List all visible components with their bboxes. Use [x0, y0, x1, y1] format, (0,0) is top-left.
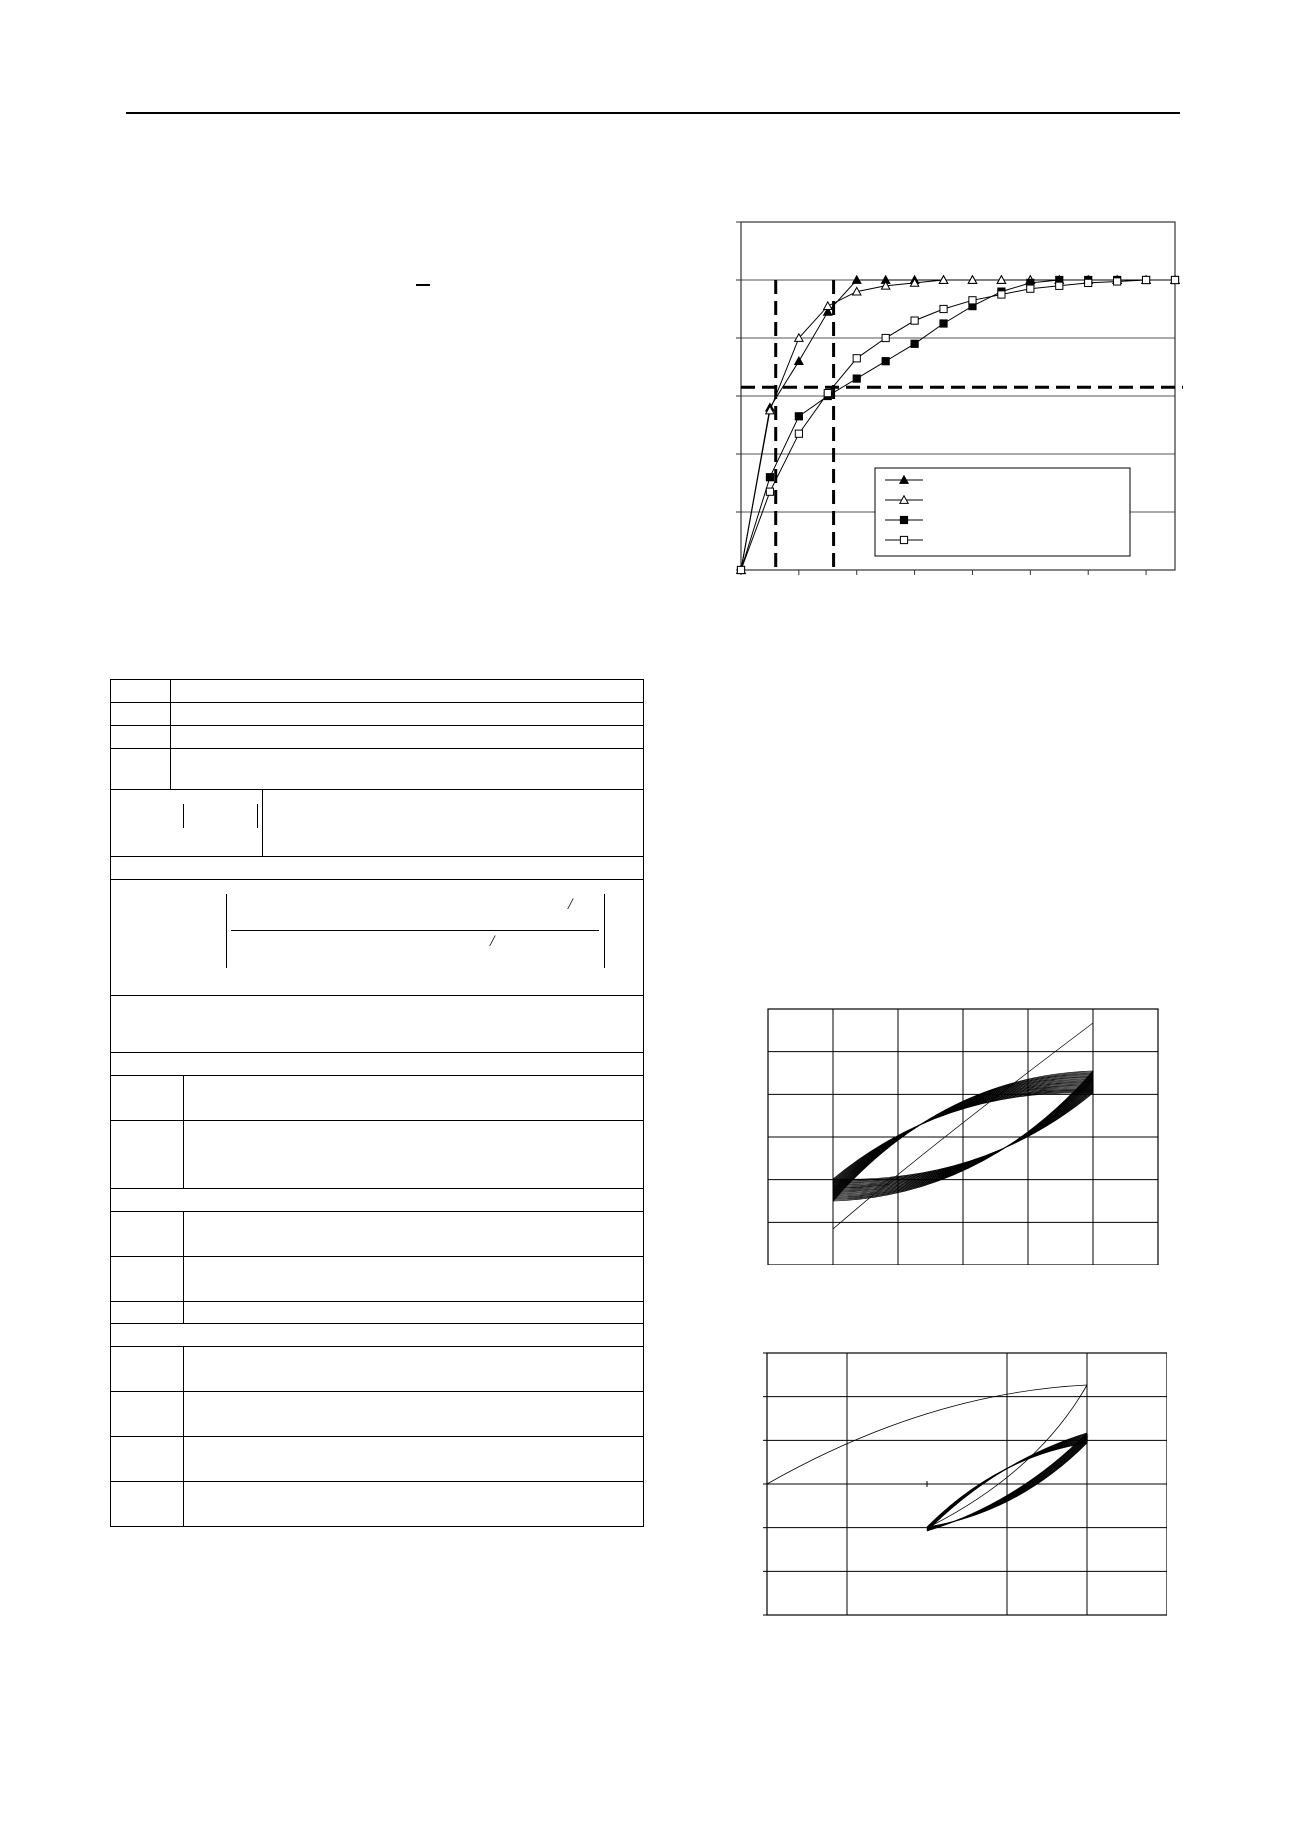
- table-row: [111, 1076, 644, 1121]
- table-cell: [111, 1346, 184, 1391]
- table-cell: [111, 680, 171, 703]
- table-cell: [184, 1121, 644, 1188]
- table-row: [111, 1346, 644, 1391]
- table-row: [111, 1053, 644, 1076]
- hysteresis-chart-2: [757, 1351, 1167, 1621]
- table-cell: [111, 726, 171, 749]
- slash-glyph: /: [490, 933, 495, 951]
- data-point: [766, 474, 773, 481]
- table-cell: [111, 703, 171, 726]
- table-cell: [111, 996, 644, 1053]
- data-point: [1056, 282, 1063, 289]
- table-cell: [171, 680, 644, 703]
- table-row: [111, 1211, 644, 1256]
- table-cell: [171, 703, 644, 726]
- table-cell: [184, 1481, 644, 1526]
- fraction-line: [231, 930, 599, 931]
- data-point: [1085, 279, 1092, 286]
- abs-bar-right: [604, 894, 605, 968]
- table-row: [111, 880, 644, 996]
- data-point: [1142, 276, 1149, 283]
- data-point: [940, 305, 947, 312]
- data-point: [795, 413, 802, 420]
- table-row: [111, 857, 644, 880]
- table-row: [111, 726, 644, 749]
- table-row: [111, 1301, 644, 1323]
- data-point: [766, 488, 773, 495]
- table-row: [111, 749, 644, 790]
- data-point: [998, 291, 1005, 298]
- table-cell: [111, 1076, 184, 1121]
- table-cell: [111, 1323, 644, 1346]
- data-point: [940, 320, 947, 327]
- loading-curve: [767, 1385, 1087, 1484]
- table-cell: [184, 1256, 644, 1301]
- data-point: [911, 340, 918, 347]
- table-row: [111, 1188, 644, 1211]
- data-point: [900, 536, 907, 543]
- table-cell: [171, 726, 644, 749]
- legend: [875, 468, 1130, 556]
- table-cell: [111, 1053, 644, 1076]
- table-cell: [111, 1121, 184, 1188]
- table-cell: [111, 1391, 184, 1436]
- table-cell: [111, 1211, 184, 1256]
- table-row: [111, 1391, 644, 1436]
- table-row: [111, 1323, 644, 1346]
- data-point: [853, 355, 860, 362]
- table-cell: [111, 857, 644, 880]
- table-cell: [171, 749, 644, 790]
- data-point: [882, 334, 889, 341]
- data-point: [824, 302, 832, 310]
- data-point: [882, 358, 889, 365]
- header-rule: [126, 112, 1180, 114]
- equation-cell: [111, 880, 644, 996]
- table-cell: [184, 1211, 644, 1256]
- table-cell: [111, 1188, 644, 1211]
- data-point: [795, 430, 802, 437]
- table-row: [111, 1121, 644, 1188]
- table-row: [111, 996, 644, 1053]
- table-row: [111, 1436, 644, 1481]
- abs-bar-left: [226, 894, 227, 968]
- table-cell: [111, 749, 171, 790]
- table-cell: [184, 1076, 644, 1121]
- table-cell: [184, 1301, 644, 1323]
- abs-bar-left: [183, 804, 184, 828]
- data-point: [1171, 276, 1178, 283]
- data-point: [969, 297, 976, 304]
- data-point: [853, 375, 860, 382]
- table-row: [111, 1256, 644, 1301]
- table-cell: [111, 1301, 184, 1323]
- table-row: [111, 703, 644, 726]
- data-point: [824, 390, 831, 397]
- data-point: [795, 357, 803, 365]
- table-cell: [111, 1481, 184, 1526]
- table-cell: [111, 1256, 184, 1301]
- table-row: [111, 680, 644, 703]
- data-point: [1114, 278, 1121, 285]
- table-row: [111, 790, 644, 857]
- table-cell: [263, 790, 644, 857]
- table-cell: [111, 1436, 184, 1481]
- data-point: [1027, 285, 1034, 292]
- parameter-table: [110, 679, 644, 1527]
- table-cell: [184, 1436, 644, 1481]
- hysteresis-chart-1: [760, 1001, 1162, 1265]
- table-row: [111, 1481, 644, 1526]
- abs-bar-right: [257, 804, 258, 828]
- data-point: [911, 317, 918, 324]
- fraction-bar: [416, 284, 430, 286]
- data-point: [900, 516, 907, 523]
- equation-cell: [111, 790, 263, 857]
- slash-glyph: /: [568, 896, 573, 914]
- consolidation-chart: [735, 220, 1185, 575]
- table-cell: [184, 1346, 644, 1391]
- data-point: [737, 566, 744, 573]
- table-cell: [184, 1391, 644, 1436]
